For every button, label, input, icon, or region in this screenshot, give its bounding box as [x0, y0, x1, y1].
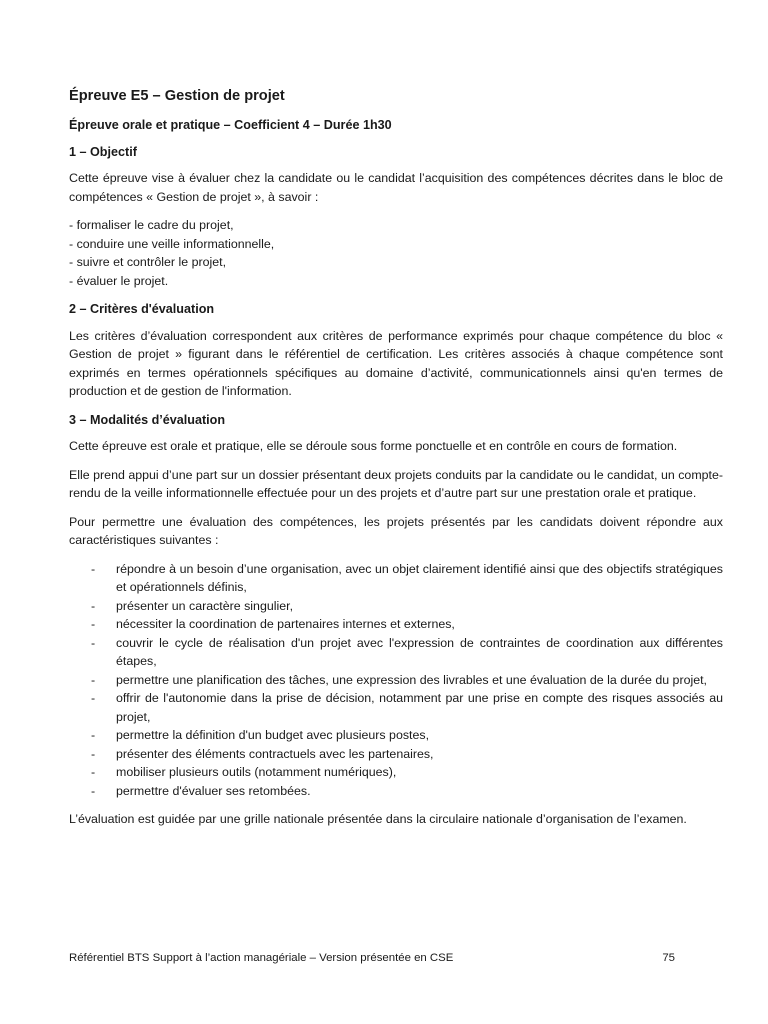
- section-heading-objectif: 1 – Objectif: [69, 144, 137, 159]
- caracteristique-text: offrir de l'autonomie dans la prise de décision, notamment par une prise en compte des risques associés au projet,: [116, 691, 723, 724]
- caracteristique-list-item: [69, 597, 723, 616]
- section-modalites-paragraph: Pour permettre une évaluation des compétences, les projets présentés par les candidats doivent répondre aux caractéristiques suivantes :: [69, 514, 723, 547]
- caracteristique-list-item: [69, 634, 723, 671]
- caracteristique-list-item: [69, 615, 723, 634]
- section-objectif-intro: Cette épreuve vise à évaluer chez la candidate ou le candidat l’acquisition des compétences décrites dans le bloc de compétences « Gestion de projet », à savoir :: [69, 171, 723, 204]
- caracteristique-text: permettre une planification des tâches, une expression des livrables et une évaluation de la durée du projet,: [116, 672, 707, 687]
- caracteristique-text: présenter des éléments contractuels avec les partenaires,: [116, 746, 434, 761]
- caracteristique-text: mobiliser plusieurs outils (notamment numériques),: [116, 765, 397, 779]
- bullet-dash: -: [91, 765, 96, 779]
- objectif-list-item: - suivre et contrôler le projet,: [69, 255, 227, 269]
- objectif-list: [69, 216, 723, 290]
- section-modalites-closing: L’évaluation est guidée par une grille nationale présentée dans la circulaire nationale d’organisation de l’examen.: [69, 812, 687, 826]
- caracteristique-list-item: [69, 745, 723, 764]
- section-heading-modalites: 3 – Modalités d’évaluation: [69, 412, 226, 427]
- document-subtitle: Épreuve orale et pratique – Coefficient 4 – Durée 1h30: [69, 118, 392, 132]
- document-page: [69, 86, 723, 839]
- section-heading-criteres: 2 – Critères d'évaluation: [69, 302, 215, 316]
- objectif-list-item: - conduire une veille informationnelle,: [69, 236, 275, 251]
- caracteristique-text: couvrir le cycle de réalisation d'un projet avec l'expression de contraintes de coordination aux différentes étapes,: [116, 635, 723, 668]
- document-title: Épreuve E5 – Gestion de projet: [69, 88, 285, 104]
- bullet-dash: -: [91, 728, 96, 742]
- caracteristique-list-item: [69, 689, 723, 726]
- bullet-dash: -: [91, 746, 96, 761]
- caracteristique-list-item: [69, 726, 723, 745]
- caracteristique-text: permettre la définition d'un budget avec plusieurs postes,: [116, 728, 430, 742]
- bullet-dash: -: [91, 561, 96, 576]
- caracteristique-list-item: [69, 560, 723, 597]
- section-criteres-paragraph: Les critères d’évaluation correspondent aux critères de performance exprimés pour chaque compétence du bloc « Gestion de projet » figurant dans le référentiel de certification. Les critères associés à chaque compétence sont exprimés en termes opérationnels spécifiques au domaine d’activité, communicationnels ainsi qu'en termes de production et de gestion de l'information.: [69, 328, 723, 398]
- bullet-dash: -: [91, 783, 96, 798]
- caracteristique-text: répondre à un besoin d’une organisation, avec un objet clairement identifié ainsi que des objectifs stratégiques et opérationnels définis,: [116, 561, 723, 594]
- page-number: 75: [662, 952, 675, 964]
- section-modalites-paragraph: Elle prend appui d’une part sur un dossier présentant deux projets conduits par la candidate ou le candidat, un compte-rendu de la veille informationnelle effectuée pour un des projets et d’autre part sur une prestation orale et pratique.: [69, 467, 723, 500]
- bullet-dash: -: [91, 598, 96, 613]
- bullet-dash: -: [91, 691, 96, 705]
- objectif-list-item: - formaliser le cadre du projet,: [69, 218, 234, 232]
- caracteristique-list-item: [69, 782, 723, 801]
- bullet-dash: -: [91, 672, 96, 687]
- caracteristique-list-item: [69, 671, 723, 690]
- caracteristiques-list: [69, 560, 723, 801]
- caracteristique-text: permettre d'évaluer ses retombées.: [116, 783, 311, 798]
- caracteristique-text: présenter un caractère singulier,: [116, 598, 294, 613]
- objectif-list-item: - évaluer le projet.: [69, 273, 169, 288]
- caracteristique-text: nécessiter la coordination de partenaires internes et externes,: [116, 617, 455, 631]
- caracteristique-list-item: [69, 763, 723, 782]
- bullet-dash: -: [91, 635, 96, 650]
- footer-text: Référentiel BTS Support à l’action managériale – Version présentée en CSE: [69, 952, 454, 964]
- section-modalites-paragraph: Cette épreuve est orale et pratique, elle se déroule sous forme ponctuelle et en contrôle en cours de formation.: [69, 439, 678, 453]
- bullet-dash: -: [91, 617, 96, 631]
